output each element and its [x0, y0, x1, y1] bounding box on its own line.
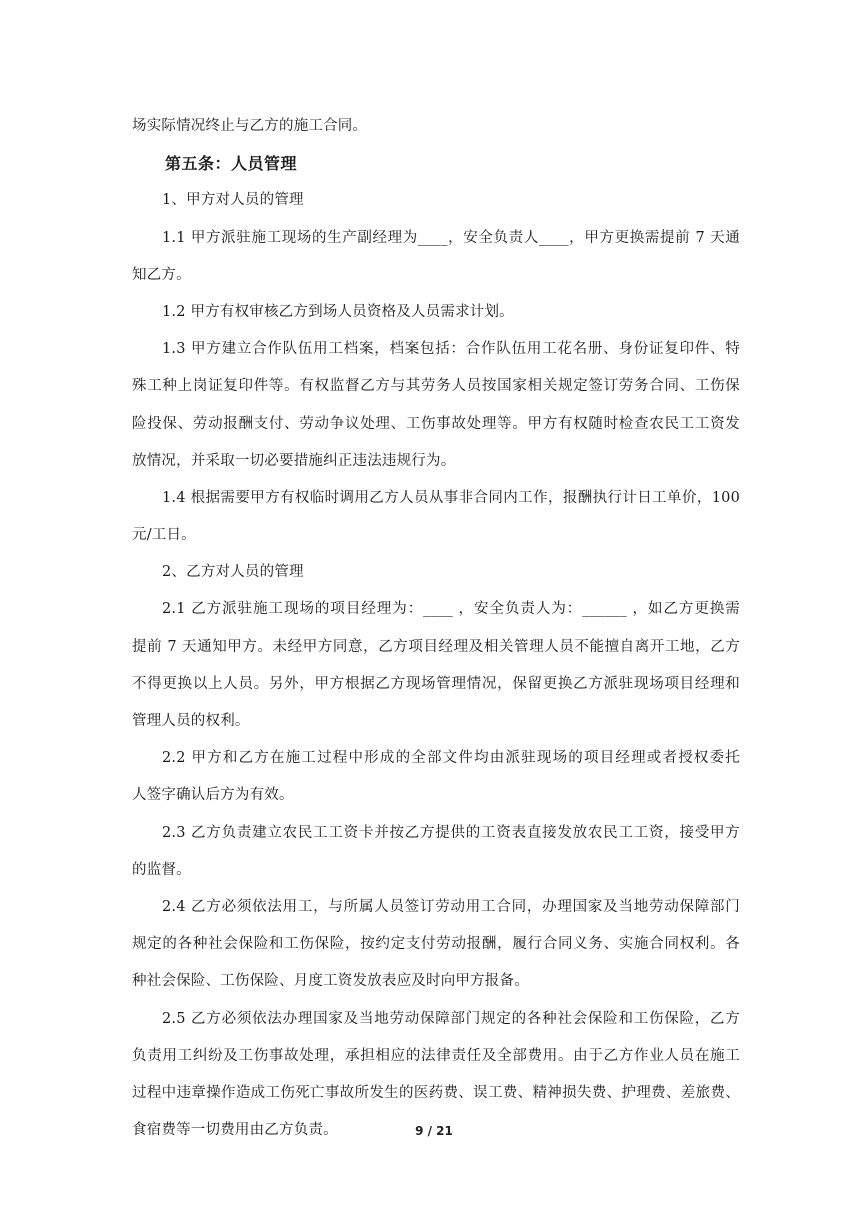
clause-text-line: 元/工日。 — [132, 527, 196, 544]
clause-text-line: 种社会保险、工伤保险、月度工资发放表应及时向甲方报备。 — [132, 973, 529, 990]
subsection-title: 1、甲方对人员的管理 — [162, 192, 304, 209]
clause-text-line: 不得更换以上人员。另外，甲方根据乙方现场管理情况，保留更换乙方派驻现场项目经理和 — [132, 675, 740, 692]
page-number: 9 / 21 — [415, 1124, 453, 1138]
clause-text-line: 2.4 乙方必须依法用工，与所属人员签订劳动用工合同，办理国家及当地劳动保障部门 — [162, 898, 740, 915]
clause-text-line: 2.1 乙方派驻施工现场的项目经理为：____ ，安全负责人为：______ ，如乙方更换需 — [162, 601, 740, 618]
clause-text-line: 1.1 甲方派驻施工现场的生产副经理为____，安全负责人____，甲方更换需提前 7 天通 — [162, 229, 740, 246]
clause-text-line: 1.3 甲方建立合作队伍用工档案，档案包括：合作队伍用工花名册、身份证复印件、特 — [162, 341, 740, 358]
clause-text-line: 2.5 乙方必须依法办理国家及当地劳动保障部门规定的各种社会保险和工伤保险，乙方 — [162, 1010, 740, 1027]
document-body — [132, 108, 740, 1149]
clause-text-line: 过程中违章操作造成工伤死亡事故所发生的医药费、误工费、精神损失费、护理费、差旅费、 — [132, 1084, 740, 1101]
clause-text-line: 规定的各种社会保险和工伤保险，按约定支付劳动报酬，履行合同义务、实施合同权利。各 — [132, 936, 740, 953]
clause-text-line: 1.4 根据需要甲方有权临时调用乙方人员从事非合同内工作，报酬执行计日工单价，100 — [162, 489, 740, 506]
clause-text-line: 2.3 乙方负责建立农民工工资卡并按乙方提供的工资表直接发放农民工工资，接受甲方 — [162, 824, 740, 841]
clause-text-line: 2.2 甲方和乙方在施工过程中形成的全部文件均由派驻现场的项目经理或者授权委托 — [162, 750, 740, 767]
clause-text-line: 的监督。 — [132, 861, 191, 878]
clause-text-line: 提前 7 天通知甲方。未经甲方同意，乙方项目经理及相关管理人员不能擅自离开工地，乙方 — [132, 638, 740, 655]
clause-text-line: 人签字确认后方为有效。 — [132, 787, 294, 804]
clause-text-line: 殊工种上岗证复印件等。有权监督乙方与其劳务人员按国家相关规定签订劳务合同、工伤保 — [132, 378, 740, 395]
clause-text-line: 管理人员的权利。 — [132, 713, 250, 729]
clause-text-line: 1.2 甲方有权审核乙方到场人员资格及人员需求计划。 — [162, 303, 514, 320]
clause-text-line: 负责用工纠纷及工伤事故处理，承担相应的法律责任及全部费用。由于乙方作业人员在施工 — [132, 1047, 740, 1064]
clause-text-line: 放情况，并采取一切必要措施纠正违法违规行为。 — [132, 452, 456, 469]
clause-text-line: 食宿费等一切费用由乙方负责。 — [132, 1122, 338, 1139]
subsection-title: 2、乙方对人员的管理 — [162, 564, 304, 581]
section-heading: 第五条：人员管理 — [165, 154, 298, 174]
body-text-line: 场实际情况终止与乙方的施工合同。 — [132, 118, 368, 134]
clause-text-line: 知乙方。 — [132, 266, 191, 283]
clause-text-line: 险投保、劳动报酬支付、劳动争议处理、工伤事故处理等。甲方有权随时检查农民工工资发 — [132, 415, 740, 432]
